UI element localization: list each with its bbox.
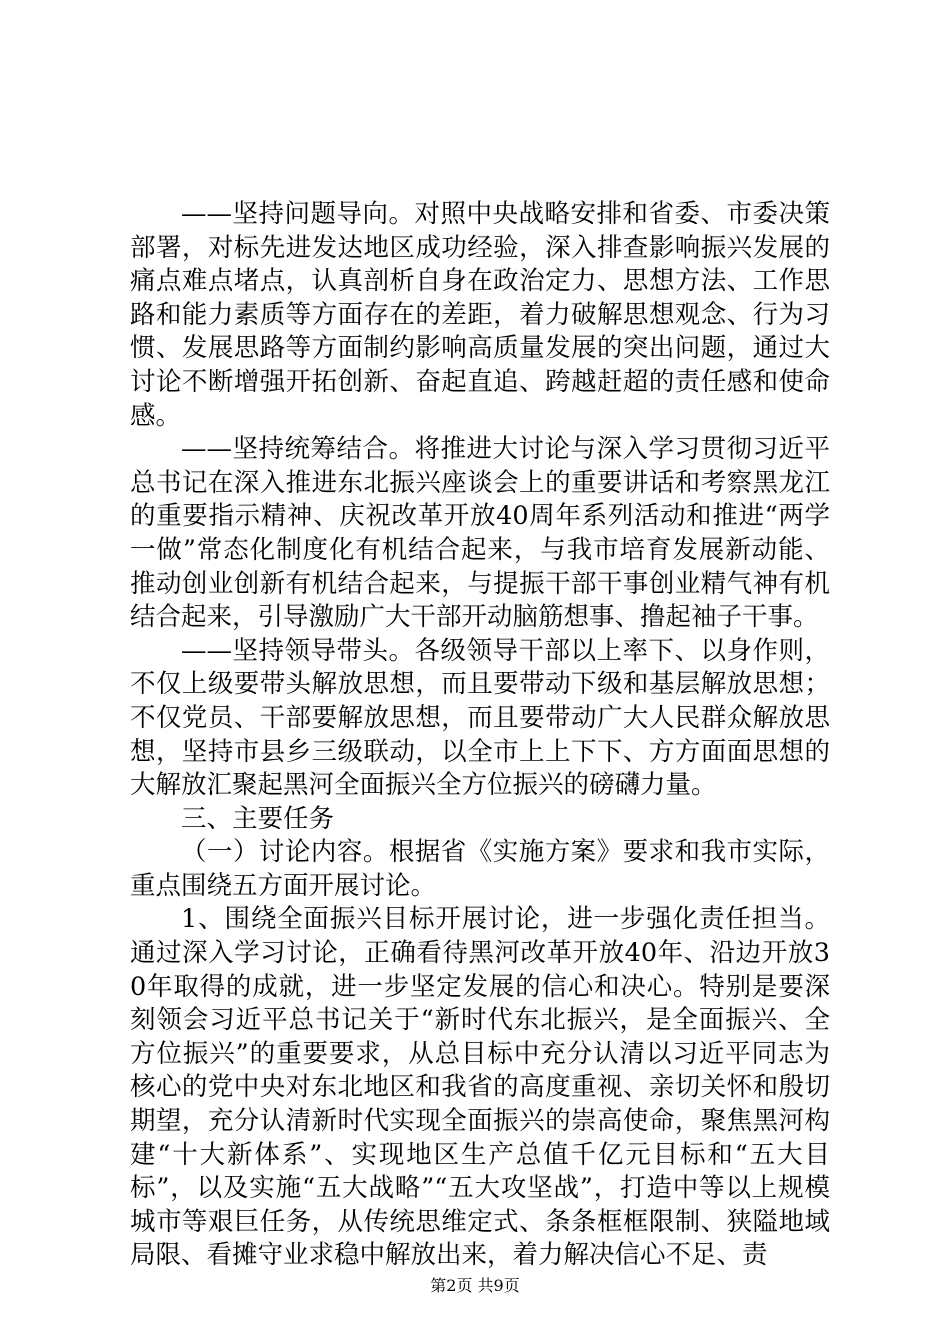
paragraph-revitalization-goal: 1、围绕全面振兴目标开展讨论，进一步强化责任担当。通过深入学习讨论，正确看待黑河改革开放40年、沿边开放30年取得的成就，进一步坚定发展的信心和决心。特别是要深刻领会习近平总书记关于“新时代东北振兴，是全面振兴、全方位振兴”的重要要求，从总目标中充分认清以习近平同志为核心的党中央对东北地区和我省的高度重视、亲切关怀和殷切期望，充分认清新时代实现全面振兴的崇高使命，聚焦黑河构建“十大新体系”、实现地区生产总值千亿元目标和“五大目标”，以及实施“五大战略”“五大攻坚战”，打造中等以上规模城市等艰巨任务，从传统思维定式、条条框框限制、狭隘地域局限、看摊守业求稳中解放出来，着力解决信心不足、责 <box>130 904 830 1271</box>
paragraph-discussion-content: （一）讨论内容。根据省《实施方案》要求和我市实际，重点围绕五方面开展讨论。 <box>130 837 830 901</box>
paragraph-overall-planning: ——坚持统筹结合。将推进大讨论与深入学习贯彻习近平总书记在深入推进东北振兴座谈会上的重要讲话和考察黑龙江的重要指示精神、庆祝改革开放40周年系列活动和推进“两学一做”常态化制度化有机结合起来，与我市培育发展新动能、推动创业创新有机结合起来，与提振干部干事创业精气神有机结合起来，引导激励广大干部开动脑筋想事、撸起袖子干事。 <box>130 434 830 633</box>
paragraph-problem-oriented: ——坚持问题导向。对照中央战略安排和省委、市委决策部署，对标先进发达地区成功经验，深入排查影响振兴发展的痛点难点堵点，认真剖析自身在政治定力、思想方法、工作思路和能力素质等方面存在的差距，着力破解思想观念、行为习惯、发展思路等方面制约影响高质量发展的突出问题，通过大讨论不断增强开拓创新、奋起直追、跨越赶超的责任感和使命感。 <box>130 199 830 431</box>
section-heading-main-tasks: 三、主要任务 <box>181 803 335 834</box>
document-body <box>130 198 830 1273</box>
page-number-footer: 第2页 共9页 <box>430 1276 520 1295</box>
paragraph-leadership: ——坚持领导带头。各级领导干部以上率下、以身作则，不仅上级要带头解放思想，而且要带动下级和基层解放思想；不仅党员、干部要解放思想，而且要带动广大人民群众解放思想，坚持市县乡三级联动，以全市上上下下、方方面面思想的大解放汇聚起黑河全面振兴全方位振兴的磅礴力量。 <box>130 635 830 801</box>
